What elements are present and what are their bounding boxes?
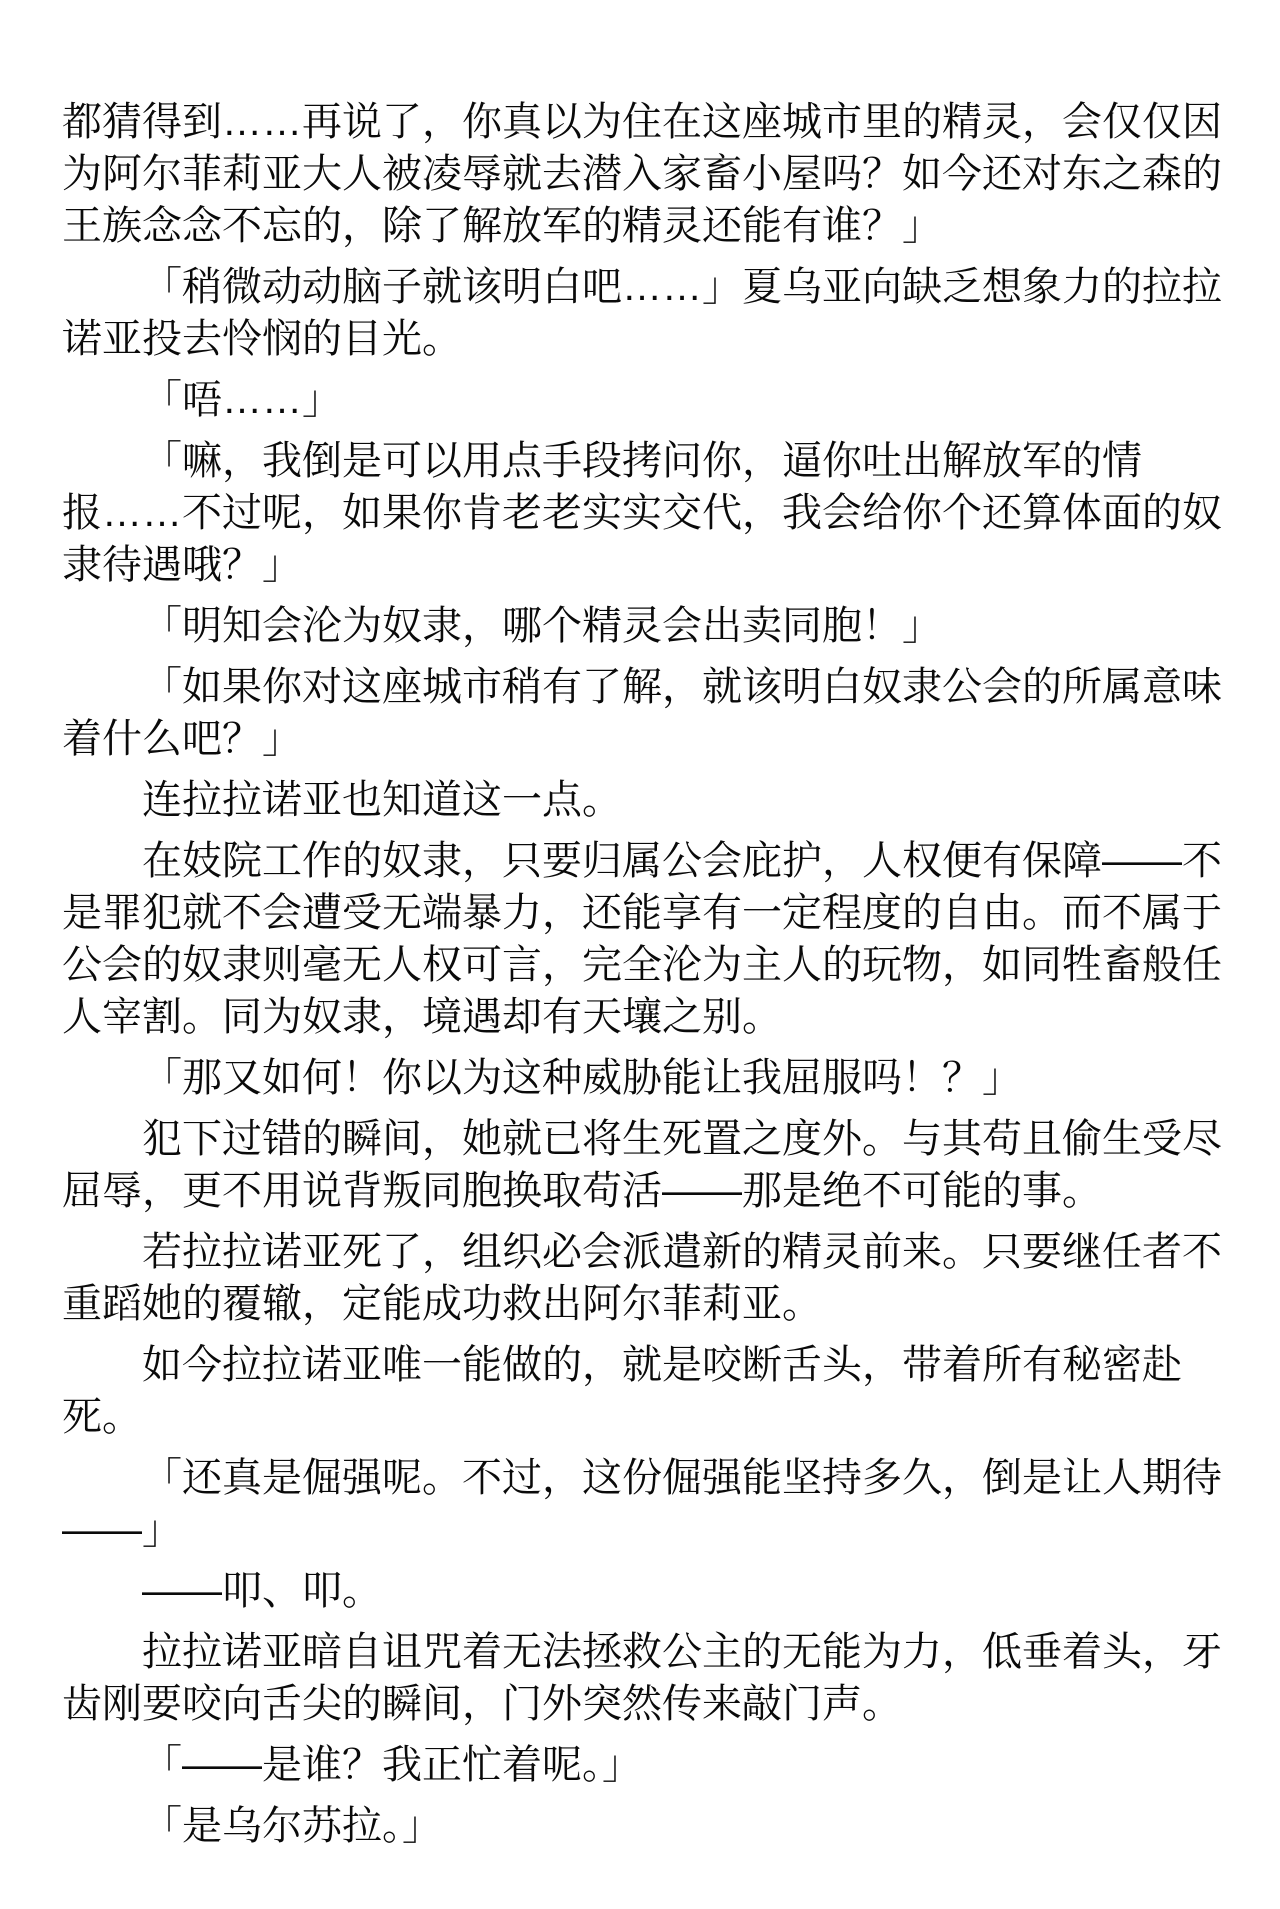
- text-line: 王族念念不忘的，除了解放军的精灵还能有谁？」: [62, 204, 942, 248]
- text-line: 「唔……」: [142, 378, 342, 422]
- paragraph: [62, 96, 1222, 252]
- text-line: 「还真是倔强呢。不过，这份倔强能坚持多久，倒是让人期待: [142, 1456, 1222, 1500]
- text-line: 隶待遇哦？」: [62, 543, 302, 587]
- text-line: 如今拉拉诺亚唯一能做的，就是咬断舌头，带着所有秘密赴: [142, 1343, 1182, 1387]
- text-line: 「——是谁？我正忙着呢。」: [142, 1743, 642, 1787]
- text-line: 重蹈她的覆辙，定能成功救出阿尔菲莉亚。: [62, 1282, 822, 1326]
- text-line: 报……不过呢，如果你肯老老实实交代，我会给你个还算体面的奴: [62, 491, 1222, 535]
- text-line: 公会的奴隶则毫无人权可言，完全沦为主人的玩物，如同牲畜般任: [62, 943, 1222, 987]
- text-line: 诺亚投去怜悯的目光。: [62, 317, 462, 361]
- text-line: ——」: [62, 1508, 182, 1552]
- paragraph: [62, 1739, 1218, 1791]
- paragraph: [62, 1226, 1222, 1330]
- paragraph: [62, 1452, 1222, 1556]
- text-line: 「是乌尔苏拉。」: [142, 1804, 442, 1848]
- paragraph: [62, 1052, 1218, 1104]
- paragraph: [62, 1113, 1222, 1217]
- text-line: 连拉拉诺亚也知道这一点。: [142, 778, 622, 822]
- paragraph: [62, 835, 1222, 1043]
- text-line: 犯下过错的瞬间，她就已将生死置之度外。与其苟且偷生受尽: [142, 1117, 1222, 1161]
- text-line: 是罪犯就不会遭受无端暴力，还能享有一定程度的自由。而不属于: [62, 891, 1222, 935]
- text-line: ——叩、叩。: [142, 1569, 382, 1613]
- text-line: 「稍微动动脑子就该明白吧……」夏乌亚向缺乏想象力的拉拉: [142, 265, 1222, 309]
- paragraph: [62, 1565, 1218, 1617]
- text-line: 死。: [62, 1395, 142, 1439]
- text-line: 拉拉诺亚暗自诅咒着无法拯救公主的无能为力，低垂着头，牙: [142, 1630, 1222, 1674]
- text-line: 齿刚要咬向舌尖的瞬间，门外突然传来敲门声。: [62, 1682, 902, 1726]
- paragraph: [62, 1339, 1218, 1443]
- paragraph: [62, 374, 1218, 426]
- text-line: 人宰割。同为奴隶，境遇却有天壤之别。: [62, 995, 782, 1039]
- text-line: 屈辱，更不用说背叛同胞换取苟活——那是绝不可能的事。: [62, 1169, 1102, 1213]
- text-line: 在妓院工作的奴隶，只要归属公会庇护，人权便有保障——不: [142, 839, 1222, 883]
- text-line: 着什么吧？」: [62, 717, 302, 761]
- paragraph: [62, 435, 1222, 591]
- text-line: 若拉拉诺亚死了，组织必会派遣新的精灵前来。只要继任者不: [142, 1230, 1222, 1274]
- text-line: 都猜得到……再说了，你真以为住在这座城市里的精灵，会仅仅因: [62, 100, 1222, 144]
- paragraph: [62, 661, 1222, 765]
- paragraph: [62, 1800, 1218, 1852]
- text-line: 「那又如何！你以为这种威胁能让我屈服吗！？」: [142, 1056, 1022, 1100]
- text-line: 为阿尔菲莉亚大人被凌辱就去潜入家畜小屋吗？如今还对东之森的: [62, 152, 1222, 196]
- text-line: 「嘛，我倒是可以用点手段拷问你，逼你吐出解放军的情: [142, 439, 1142, 483]
- paragraph: [62, 600, 1218, 652]
- paragraph: [62, 774, 1218, 826]
- paragraph: [62, 261, 1222, 365]
- text-line: 「如果你对这座城市稍有了解，就该明白奴隶公会的所属意味: [142, 665, 1222, 709]
- paragraph: [62, 1626, 1222, 1730]
- text-line: 「明知会沦为奴隶，哪个精灵会出卖同胞！」: [142, 604, 942, 648]
